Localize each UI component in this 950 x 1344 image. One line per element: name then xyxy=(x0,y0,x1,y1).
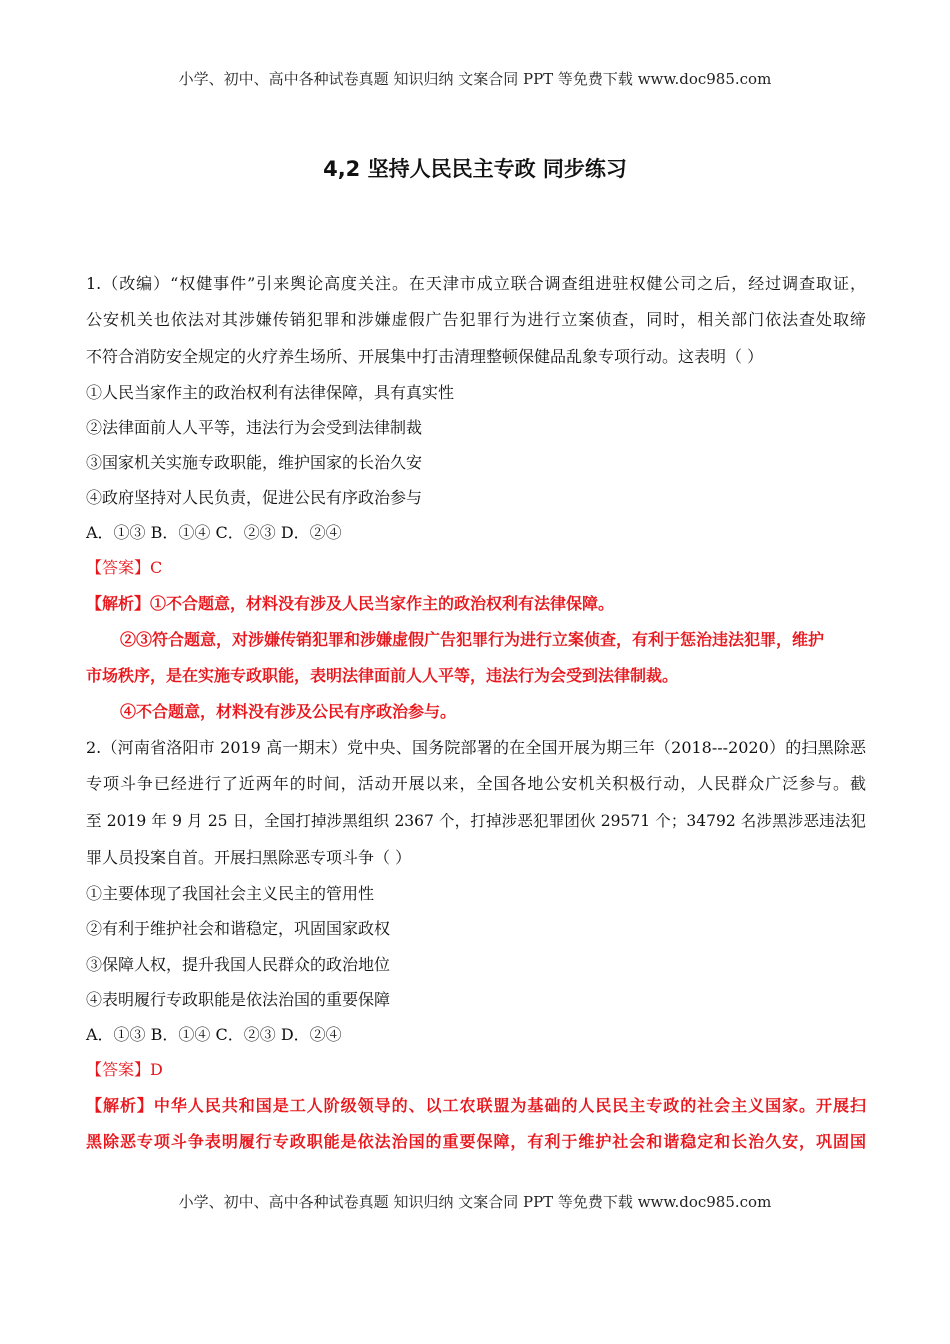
q1-stem-line-2: 公安机关也依法对其涉嫌传销犯罪和涉嫌虚假广告犯罪行为进行立案侦查，同时，相关部门依法查处取缔 xyxy=(86,310,866,329)
q1-analysis-2: ②③符合题意，对涉嫌传销犯罪和涉嫌虚假广告犯罪行为进行立案侦查，有利于惩治违法犯罪，维护 xyxy=(120,630,825,649)
q1-analysis-4: ④不合题意，材料没有涉及公民有序政治参与。 xyxy=(120,702,457,721)
q2-stem-line-1: 2.（河南省洛阳市 2019 高一期末）党中央、国务院部署的在全国开展为期三年（2018---2020）的扫黑除恶 xyxy=(86,738,866,757)
q2-item-3: ③保障人权，提升我国人民群众的政治地位 xyxy=(86,955,391,974)
q2-item-4: ④表明履行专政职能是依法治国的重要保障 xyxy=(86,990,391,1009)
q1-analysis-3: 市场秩序，是在实施专政职能，表明法律面前人人平等，违法行为会受到法律制裁。 xyxy=(86,666,679,685)
q2-item-2: ②有利于维护社会和谐稳定，巩固国家政权 xyxy=(86,919,391,938)
q2-stem-line-3: 至 2019 年 9 月 25 日，全国打掉涉黑组织 2367 个，打掉涉恶犯罪团伙 29571 个；34792 名涉黑涉恶违法犯 xyxy=(86,812,866,830)
q2-stem-line-4: 罪人员投案自首。开展扫黑除恶专项斗争（ ） xyxy=(86,848,412,867)
q1-stem-line-3: 不符合消防安全规定的火疗养生场所、开展集中打击清理整顿保健品乱象专项行动。这表明（ ） xyxy=(86,347,764,366)
q2-stem-line-2: 专项斗争已经进行了近两年的时间，活动开展以来，全国各地公安机关积极行动，人民群众广泛参与。截 xyxy=(86,774,866,793)
q1-item-2: ②法律面前人人平等，违法行为会受到法律制裁 xyxy=(86,418,423,437)
q1-answer: 【答案】C xyxy=(86,558,163,577)
q1-item-1: ①人民当家作主的政治权利有法律保障，具有真实性 xyxy=(86,383,455,402)
q1-item-4: ④政府坚持对人民负责，促进公民有序政治参与 xyxy=(86,488,423,507)
q1-analysis-1: 【解析】①不合题意，材料没有涉及人民当家作主的政治权利有法律保障。 xyxy=(86,594,615,613)
page-footer: 小学、初中、高中各种试卷真题 知识归纳 文案合同 PPT 等免费下载 www.doc985.com xyxy=(178,1193,772,1211)
q1-item-3: ③国家机关实施专政职能，维护国家的长治久安 xyxy=(86,453,423,472)
q2-analysis-2: 黑除恶专项斗争表明履行专政职能是依法治国的重要保障，有利于维护社会和谐稳定和长治久安，巩固国 xyxy=(86,1132,866,1151)
q1-options: A．①③ B．①④ C．②③ D．②④ xyxy=(86,523,342,542)
q1-stem-line-1: 1.（改编）“权健事件”引来舆论高度关注。在天津市成立联合调查组进驻权健公司之后，经过调查取证， xyxy=(86,274,866,293)
page-header: 小学、初中、高中各种试卷真题 知识归纳 文案合同 PPT 等免费下载 www.doc985.com xyxy=(178,70,772,88)
q2-options: A．①③ B．①④ C．②③ D．②④ xyxy=(86,1025,342,1044)
page-title: 4,2 坚持人民民主专政 同步练习 xyxy=(323,157,627,181)
q2-analysis-1: 【解析】中华人民共和国是工人阶级领导的、以工农联盟为基础的人民民主专政的社会主义国家。开展扫 xyxy=(86,1096,866,1115)
q2-answer: 【答案】D xyxy=(86,1060,163,1079)
q2-item-1: ①主要体现了我国社会主义民主的管用性 xyxy=(86,884,375,903)
